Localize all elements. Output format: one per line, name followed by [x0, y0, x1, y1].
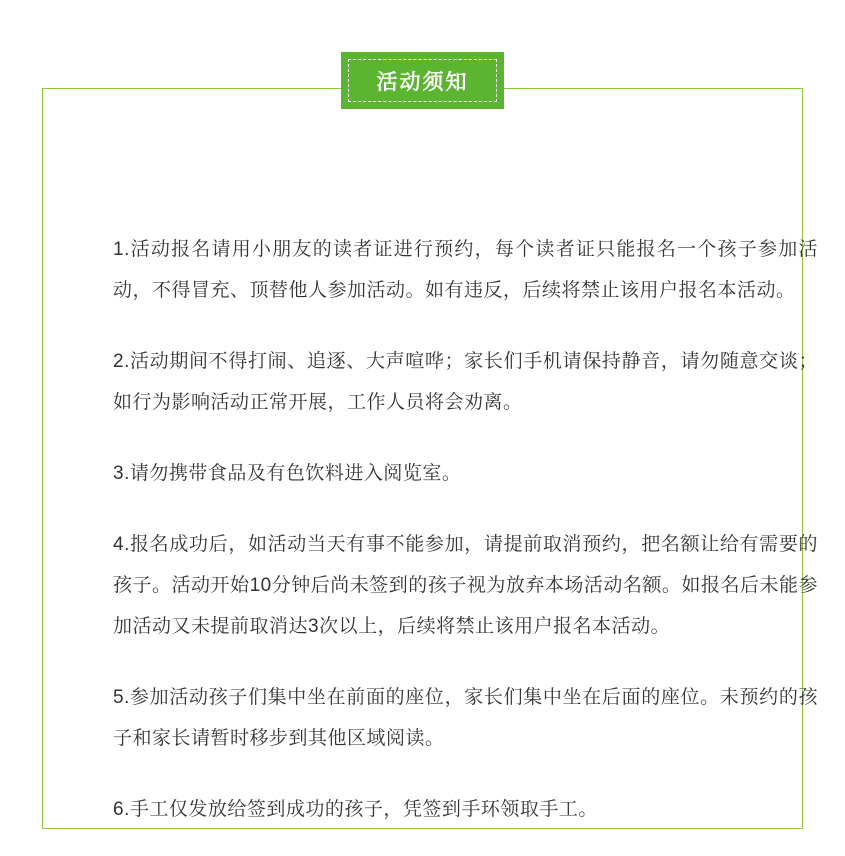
notice-paragraph-2: 2.活动期间不得打闹、追逐、大声喧哗；家长们手机请保持静音，请勿随意交谈；如行为影响活动正常开展，工作人员将会劝离。 — [113, 351, 818, 413]
notice-title-badge — [341, 52, 504, 109]
page-title: 活动须知 — [376, 70, 469, 94]
notice-paragraph-1: 1.活动报名请用小朋友的读者证进行预约，每个读者证只能报名一个孩子参加活动，不得冒充、顶替他人参加活动。如有违反，后续将禁止该用户报名本活动。 — [113, 239, 818, 301]
notice-paragraph-5: 5.参加活动孩子们集中坐在前面的座位，家长们集中坐在后面的座位。未预约的孩子和家长请暂时移步到其他区域阅读。 — [113, 687, 818, 749]
notice-paragraph-4: 4.报名成功后，如活动当天有事不能参加，请提前取消预约，把名额让给有需要的孩子。活动开始10分钟后尚未签到的孩子视为放弃本场活动名额。如报名后未能参加活动又未提前取消达3次以上，后续将禁止该用户报名本活动。 — [113, 534, 818, 637]
notice-paragraph-3: 3.请勿携带食品及有色饮料进入阅览室。 — [113, 463, 462, 484]
notice-content — [113, 229, 818, 830]
notice-paragraph-6: 6.手工仅发放给签到成功的孩子，凭签到手环领取手工。 — [113, 799, 598, 820]
notice-card — [42, 88, 818, 829]
